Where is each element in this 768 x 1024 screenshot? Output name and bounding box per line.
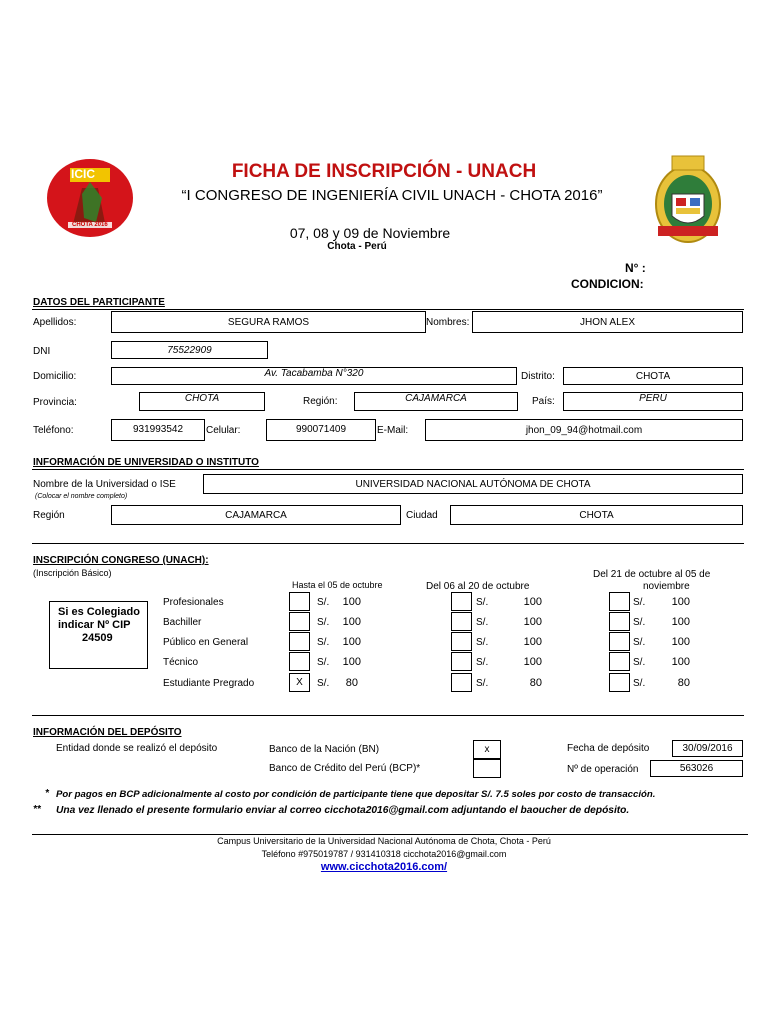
provincia-label: Provincia: [33, 397, 77, 408]
fee-category: Bachiller [163, 617, 202, 628]
pais-label: País: [532, 396, 555, 407]
footer-website-link[interactable]: www.cicchota2016.com/ [320, 861, 448, 873]
uni-region-field[interactable]: CAJAMARCA [111, 505, 401, 525]
distrito-field[interactable]: CHOTA [563, 367, 743, 385]
fee-checkbox[interactable] [451, 652, 472, 671]
university-hint: (Colocar el nombre completo) [35, 493, 128, 500]
fee-amount: 100 [671, 636, 690, 648]
fee-checkbox[interactable] [609, 652, 630, 671]
fee-amount: 100 [342, 616, 361, 628]
bn-label: Banco de la Nación (BN) [269, 744, 380, 755]
bcp-label: Banco de Crédito del Perú (BCP)* [269, 763, 421, 774]
nombres-label: Nombres: [426, 317, 470, 328]
divider [32, 309, 744, 310]
fee-checkbox[interactable] [289, 652, 310, 671]
fee-amount: 100 [671, 616, 690, 628]
fee-checkbox[interactable] [609, 612, 630, 631]
bn-checkbox[interactable]: x [473, 740, 501, 759]
currency: S/. [317, 597, 330, 608]
fee-checkbox[interactable] [451, 612, 472, 631]
currency: S/. [317, 678, 330, 689]
logo-year: CHOTA 2016 [72, 222, 108, 228]
dni-label: DNI [33, 346, 51, 357]
bcp-checkbox[interactable] [473, 759, 501, 778]
fee-amount: 100 [523, 656, 542, 668]
note-2: Una vez llenado el presente formulario enviar al correo cicchota2016@gmail.com adjuntando el baoucher de depósito. [56, 805, 630, 816]
currency: S/. [317, 637, 330, 648]
fee-amount: 100 [342, 636, 361, 648]
operation-field[interactable]: 563026 [650, 760, 743, 777]
fee-checkbox[interactable] [451, 592, 472, 611]
currency: S/. [476, 597, 489, 608]
fee-checkbox[interactable]: X [289, 673, 310, 692]
fee-amount: 100 [342, 656, 361, 668]
col-header-2: Del 06 al 20 de octubre [426, 581, 530, 592]
note-2-mark: ** [33, 804, 41, 815]
form-title: FICHA DE INSCRIPCIÓN - UNACH [231, 161, 537, 182]
dni-field[interactable]: 75522909 [111, 341, 268, 359]
currency: S/. [476, 617, 489, 628]
apellidos-label: Apellidos: [33, 317, 77, 328]
col-header-3a: Del 21 de octubre al 05 de [593, 569, 711, 580]
apellidos-field[interactable]: SEGURA RAMOS [111, 311, 426, 333]
section-congress: INSCRIPCIÓN CONGRESO (UNACH): [33, 555, 209, 566]
currency: S/. [476, 678, 489, 689]
section-participant: DATOS DEL PARTICIPANTE [33, 297, 165, 308]
fee-checkbox[interactable] [451, 673, 472, 692]
fee-category: Técnico [163, 657, 199, 668]
operation-label: Nº de operación [567, 764, 639, 775]
region-label: Región: [303, 396, 338, 407]
logo-title: ICIC [71, 167, 95, 181]
deposit-date-field[interactable]: 30/09/2016 [672, 740, 743, 757]
telefono-field[interactable]: 931993542 [111, 419, 205, 441]
fee-checkbox[interactable] [289, 632, 310, 651]
currency: S/. [633, 657, 646, 668]
fee-amount: 100 [671, 656, 690, 668]
email-field[interactable]: jhon_09_94@hotmail.com [425, 419, 743, 441]
nombres-field[interactable]: JHON ALEX [472, 311, 743, 333]
university-field[interactable]: UNIVERSIDAD NACIONAL AUTÓNOMA DE CHOTA [203, 474, 743, 494]
fee-checkbox[interactable] [451, 632, 472, 651]
fee-amount: 80 [529, 677, 542, 689]
congress-title: “I CONGRESO DE INGENIERÍA CIVIL UNACH - CHOTA 2016” [181, 187, 603, 204]
section-university: INFORMACIÓN DE UNIVERSIDAD O INSTITUTO [33, 457, 259, 468]
region-field[interactable]: CAJAMARCA [354, 392, 518, 411]
currency: S/. [633, 678, 646, 689]
fee-amount: 100 [523, 596, 542, 608]
cip-line-1: Si es Colegiado [58, 606, 140, 618]
condition-label: CONDICION: [571, 277, 644, 291]
currency: S/. [633, 597, 646, 608]
ciudad-label: Ciudad [406, 510, 438, 521]
currency: S/. [317, 657, 330, 668]
domicilio-field[interactable]: Av. Tacabamba N°320 [111, 367, 517, 385]
col-header-1: Hasta el 05 de octubre [292, 580, 383, 590]
col-header-3b: noviembre [643, 581, 690, 592]
fee-amount: 100 [342, 596, 361, 608]
fee-checkbox[interactable] [289, 592, 310, 611]
divider [32, 543, 744, 544]
currency: S/. [476, 637, 489, 648]
deposit-date-label: Fecha de depósito [567, 743, 650, 754]
note-1: Por pagos en BCP adicionalmente al costo por condición de participante tiene que depositar S/. 7.5 soles por costo de transacción. [56, 789, 656, 800]
event-place: Chota - Perú [327, 241, 387, 252]
cip-number: 24509 [82, 632, 113, 644]
distrito-label: Distrito: [521, 371, 555, 382]
number-label: N° : [625, 261, 646, 275]
currency: S/. [633, 617, 646, 628]
domicilio-label: Domicilio: [33, 371, 77, 382]
fee-category: Público en General [163, 637, 249, 648]
celular-field[interactable]: 990071409 [266, 419, 376, 441]
uni-region-label: Región [33, 510, 65, 521]
divider [32, 469, 744, 470]
event-dates: 07, 08 y 09 de Noviembre [289, 225, 451, 241]
cip-box[interactable] [49, 601, 148, 669]
fee-category: Estudiante Pregrado [163, 678, 255, 689]
fee-checkbox[interactable] [609, 632, 630, 651]
ciudad-field[interactable]: CHOTA [450, 505, 743, 525]
fee-checkbox[interactable] [609, 592, 630, 611]
note-1-mark: * [45, 788, 49, 799]
fee-amount: 100 [523, 616, 542, 628]
currency: S/. [476, 657, 489, 668]
celular-label: Celular: [206, 425, 241, 436]
cip-line-2: indicar Nº CIP [58, 619, 131, 631]
provincia-field[interactable]: CHOTA [139, 392, 265, 411]
pais-field[interactable]: PERÚ [563, 392, 743, 411]
footer-address: Campus Universitario de la Universidad Nacional Autónoma de Chota, Chota - Perú [217, 836, 551, 846]
currency: S/. [317, 617, 330, 628]
divider [32, 715, 744, 716]
registration-type: (Inscripción Básico) [33, 568, 112, 578]
email-label: E-Mail: [377, 425, 409, 436]
fee-amount: 100 [523, 636, 542, 648]
fee-amount: 100 [671, 596, 690, 608]
entity-label: Entidad donde se realizó el depósito [56, 743, 218, 754]
university-label: Nombre de la Universidad o ISE [33, 479, 176, 490]
fee-category: Profesionales [163, 597, 224, 608]
footer-divider [32, 834, 748, 835]
fee-amount: 80 [345, 677, 358, 689]
section-deposit: INFORMACIÓN DEL DEPÓSITO [33, 727, 182, 738]
currency: S/. [633, 637, 646, 648]
footer-contact: Teléfono #975019787 / 931410318 cicchota2016@gmail.com [261, 849, 507, 859]
fee-checkbox[interactable] [289, 612, 310, 631]
fee-amount: 80 [677, 677, 690, 689]
fee-checkbox[interactable] [609, 673, 630, 692]
telefono-label: Teléfono: [33, 425, 74, 436]
